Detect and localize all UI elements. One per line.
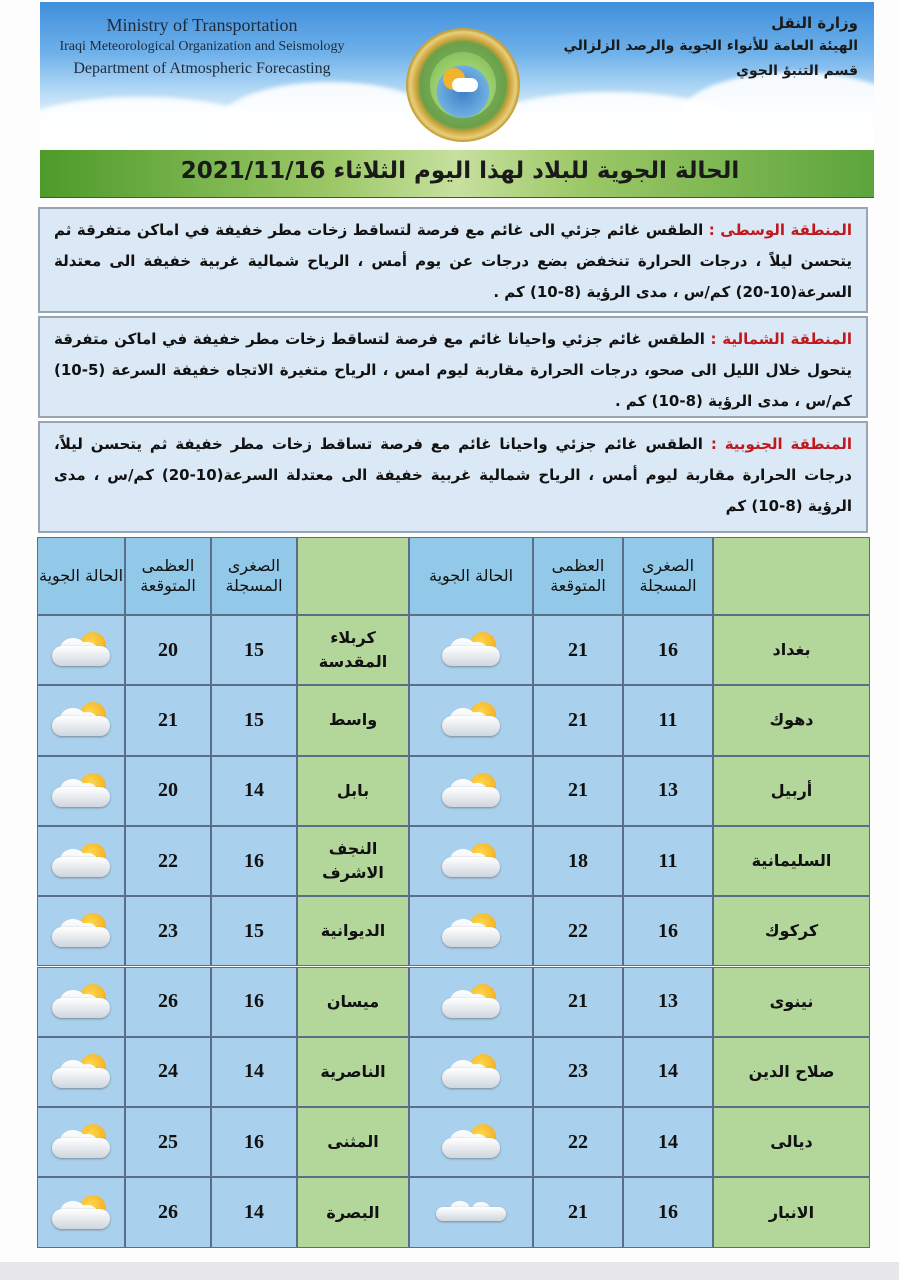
governorate-cell (297, 615, 409, 685)
page-footer-strip (0, 1262, 899, 1280)
max-temp-cell (125, 826, 211, 896)
governorate-cell (297, 1037, 409, 1107)
header-min (211, 537, 297, 615)
weather-cell (37, 685, 125, 755)
governorate-cell (713, 896, 870, 966)
governorate-name: نينوى (769, 991, 814, 1011)
max-temp-value: 22 (568, 1130, 588, 1153)
governorate-cell (713, 1107, 870, 1177)
min-temp-cell (211, 685, 297, 755)
weather-cell (37, 615, 125, 685)
weather-cell (409, 1177, 533, 1247)
min-temp-value: 16 (244, 990, 264, 1013)
max-temp-cell (125, 1037, 211, 1107)
min-temp-value: 11 (658, 708, 678, 731)
max-temp-value: 23 (158, 919, 178, 942)
weather-cell (409, 967, 533, 1037)
min-temp-value: 14 (244, 1201, 264, 1224)
min-temp-value: 16 (658, 1201, 678, 1224)
governorate-name: أربيل (770, 780, 813, 800)
min-temp-value: 14 (658, 1060, 678, 1083)
max-temp-cell (125, 1177, 211, 1247)
weather-cell (409, 1037, 533, 1107)
header-label: العظمى المتوقعة (140, 556, 196, 595)
max-temp-value: 21 (568, 708, 588, 731)
min-temp-value: 16 (244, 849, 264, 872)
max-temp-cell (125, 896, 211, 966)
weather-cell (37, 1107, 125, 1177)
min-temp-cell (211, 1177, 297, 1247)
governorate-cell (713, 756, 870, 826)
min-temp-value: 15 (244, 708, 264, 731)
region-name: المنطقة الوسطى : (708, 221, 852, 239)
governorate-name: الانبار (768, 1202, 815, 1222)
organization-name-en: Iraqi Meteorological Organization and Seismology (59, 39, 345, 54)
partly-cloudy-icon (436, 1052, 506, 1092)
weather-cell (409, 615, 533, 685)
governorate-name: صلاح الدين (748, 1061, 835, 1081)
governorate-cell (713, 1037, 870, 1107)
max-temp-cell (533, 615, 623, 685)
partly-cloudy-icon (436, 630, 506, 670)
partly-cloudy-icon (46, 1052, 116, 1092)
header-english (52, 14, 352, 80)
partly-cloudy-icon (436, 700, 506, 740)
max-temp-value: 21 (568, 990, 588, 1013)
min-temp-value: 15 (244, 919, 264, 942)
min-temp-value: 16 (658, 919, 678, 942)
min-temp-value: 11 (658, 849, 678, 872)
max-temp-value: 20 (158, 779, 178, 802)
governorate-cell (297, 1177, 409, 1247)
min-temp-value: 16 (244, 1130, 264, 1153)
max-temp-cell (125, 756, 211, 826)
max-temp-value: 25 (158, 1130, 178, 1153)
partly-cloudy-icon (436, 841, 506, 881)
partly-cloudy-icon (436, 982, 506, 1022)
max-temp-value: 23 (568, 1060, 588, 1083)
header-gov (297, 537, 409, 615)
min-temp-value: 14 (658, 1130, 678, 1153)
min-temp-cell (211, 896, 297, 966)
governorate-name: المثنى (327, 1132, 379, 1152)
max-temp-cell (533, 967, 623, 1037)
min-temp-cell (623, 615, 713, 685)
min-temp-cell (623, 896, 713, 966)
governorate-name: الديوانية (320, 921, 386, 941)
header-label: العظمى المتوقعة (550, 556, 606, 595)
min-temp-cell (623, 756, 713, 826)
max-temp-cell (125, 1107, 211, 1177)
governorate-cell (297, 967, 409, 1037)
max-temp-cell (533, 1177, 623, 1247)
region-name: المنطقة الجنوبية : (710, 435, 852, 453)
governorate-name: الناصرية (320, 1061, 386, 1081)
governorate-cell (713, 615, 870, 685)
max-temp-cell (533, 896, 623, 966)
min-temp-cell (211, 1107, 297, 1177)
governorate-name: بغداد (772, 640, 811, 660)
partly-cloudy-icon (436, 1122, 506, 1162)
governorate-cell (713, 685, 870, 755)
governorate-name: ميسان (326, 991, 380, 1011)
forecast-table (37, 537, 870, 1248)
max-temp-value: 21 (568, 638, 588, 661)
governorate-cell (713, 826, 870, 896)
governorate-cell (297, 896, 409, 966)
header-weather (409, 537, 533, 615)
min-temp-cell (211, 1037, 297, 1107)
max-temp-cell (533, 1037, 623, 1107)
max-temp-value: 26 (158, 1201, 178, 1224)
max-temp-value: 26 (158, 990, 178, 1013)
max-temp-cell (125, 967, 211, 1037)
weather-cell (37, 967, 125, 1037)
max-temp-value: 22 (158, 849, 178, 872)
weather-cell (37, 1037, 125, 1107)
region-central (38, 207, 868, 313)
governorate-name: ديالى (770, 1132, 813, 1152)
min-temp-value: 16 (658, 638, 678, 661)
weather-cell (409, 756, 533, 826)
header-label: الصغرى المسجلة (639, 556, 697, 595)
min-temp-value: 13 (658, 779, 678, 802)
department-name-en: Department of Atmospheric Forecasting (73, 60, 331, 77)
region-text: الطقس غائم جزئي واحيانا غائم مع فرصة لتساقط زخات مطر خفيفة في اماكن متفرقة يتحول خلال الليل الى صحو، درجات الحرارة مقاربة ليوم امس ، الرياح متغيرة الاتجاه خفيفة السرعة (5-10) كم/س ، مدى الرؤية (8-10) كم . (54, 330, 852, 410)
min-temp-cell (211, 615, 297, 685)
weather-cell (37, 1177, 125, 1247)
region-name: المنطقة الشمالية : (710, 330, 852, 348)
min-temp-cell (623, 1177, 713, 1247)
header-max (125, 537, 211, 615)
header-label: الحالة الجوية (429, 566, 514, 585)
bulletin-title: الحالة الجوية للبلاد لهذا اليوم الثلاثاء 2021/11/16 (180, 158, 740, 184)
governorate-cell (297, 685, 409, 755)
partly-cloudy-icon (46, 982, 116, 1022)
max-temp-value: 18 (568, 849, 588, 872)
governorate-cell (713, 967, 870, 1037)
header-gov (713, 537, 870, 615)
partly-cloudy-icon (46, 630, 116, 670)
governorate-cell (713, 1177, 870, 1247)
header-arabic (558, 12, 858, 84)
governorate-cell (297, 1107, 409, 1177)
date-bar (40, 150, 874, 198)
min-temp-cell (211, 756, 297, 826)
department-name-ar: قسم التنبؤ الجوي (736, 63, 858, 79)
header-weather (37, 537, 125, 615)
governorate-cell (297, 756, 409, 826)
region-south (38, 421, 868, 533)
max-temp-value: 24 (158, 1060, 178, 1083)
partly-cloudy-icon (436, 771, 506, 811)
partly-cloudy-icon (46, 841, 116, 881)
weather-cell (37, 756, 125, 826)
partly-cloudy-icon (436, 911, 506, 951)
weather-cell (409, 1107, 533, 1177)
governorate-name: بابل (336, 780, 370, 800)
ministry-name-ar: وزارة النقل (771, 14, 858, 32)
governorate-name: دهوك (769, 710, 814, 730)
governorate-name: البصرة (326, 1202, 380, 1222)
max-temp-value: 20 (158, 638, 178, 661)
governorate-name: كركوك (764, 921, 819, 941)
weather-cell (37, 826, 125, 896)
max-temp-cell (533, 1107, 623, 1177)
min-temp-cell (211, 826, 297, 896)
header-label: الحالة الجوية (39, 566, 124, 585)
max-temp-value: 21 (568, 779, 588, 802)
ministry-name-en: Ministry of Transportation (106, 15, 298, 35)
region-north (38, 316, 868, 418)
partly-cloudy-icon (46, 700, 116, 740)
partly-cloudy-icon (46, 1122, 116, 1162)
header-banner (40, 2, 874, 150)
max-temp-cell (533, 826, 623, 896)
governorate-name: واسط (328, 710, 378, 730)
min-temp-cell (623, 967, 713, 1037)
header-min (623, 537, 713, 615)
min-temp-value: 14 (244, 779, 264, 802)
partly-cloudy-icon (46, 1193, 116, 1233)
organization-name-ar: الهيئة العامة للأنواء الجوية والرصد الزلزالي (563, 38, 858, 54)
header-max (533, 537, 623, 615)
min-temp-value: 13 (658, 990, 678, 1013)
min-temp-value: 14 (244, 1060, 264, 1083)
max-temp-cell (125, 615, 211, 685)
max-temp-cell (125, 685, 211, 755)
governorate-name: كربلاء المقدسة (318, 628, 388, 672)
min-temp-cell (623, 826, 713, 896)
max-temp-value: 22 (568, 919, 588, 942)
cloudy-icon (436, 1193, 506, 1233)
weather-cell (409, 896, 533, 966)
organization-logo-icon (408, 30, 518, 140)
max-temp-cell (533, 685, 623, 755)
max-temp-cell (533, 756, 623, 826)
region-text: الطقس غائم جزئي واحيانا غائم مع فرصة تساقط زخات مطر خفيفة ثم يتحسن ليلاً، درجات الحرارة مقاربة ليوم أمس ، الرياح شمالية غربية خفيفة الى معتدلة السرعة(10-20) كم/س ، مدى الرؤية (8-10) كم (54, 435, 852, 515)
governorate-name: النجف الاشرف (322, 839, 384, 883)
weather-cell (37, 896, 125, 966)
governorate-cell (297, 826, 409, 896)
min-temp-cell (211, 967, 297, 1037)
partly-cloudy-icon (46, 771, 116, 811)
weather-cell (409, 826, 533, 896)
header-label: الصغرى المسجلة (225, 556, 283, 595)
weather-cell (409, 685, 533, 755)
governorate-name: السليمانية (751, 851, 832, 871)
min-temp-cell (623, 1037, 713, 1107)
max-temp-value: 21 (568, 1201, 588, 1224)
region-text: الطقس غائم جزئي الى غائم مع فرصة لتساقط زخات مطر خفيفة في اماكن متفرقة ثم يتحسن ليلاً ، درجات الحرارة تنخفض بضع درجات عن يوم أمس ، الرياح شمالية غربية خفيفة الى معتدلة السرعة(10-20) كم/س ، مدى الرؤية (8-10) كم . (54, 221, 852, 301)
min-temp-value: 15 (244, 638, 264, 661)
max-temp-value: 21 (158, 708, 178, 731)
partly-cloudy-icon (46, 911, 116, 951)
min-temp-cell (623, 685, 713, 755)
min-temp-cell (623, 1107, 713, 1177)
